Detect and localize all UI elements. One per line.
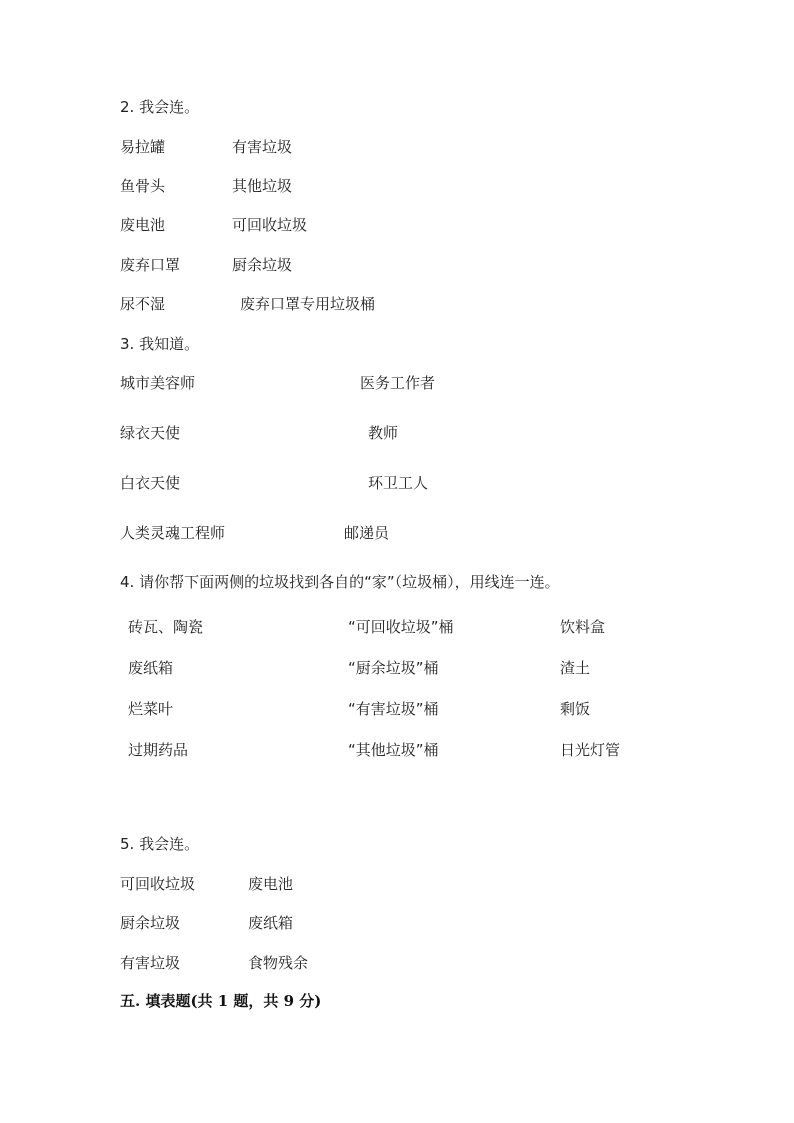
q2-left-item-4: 废弃口罩 bbox=[120, 256, 181, 274]
q3-left-item-3: 白衣天使 bbox=[120, 474, 181, 492]
q4-right-item-4: 日光灯管 bbox=[560, 741, 621, 759]
q4-left-item-2: 废纸箱 bbox=[128, 659, 174, 677]
q3-left-item-2: 绿衣天使 bbox=[120, 424, 181, 442]
q5-left-item-2: 厨余垃圾 bbox=[120, 914, 181, 932]
q5-title: 5. 我会连。 bbox=[120, 835, 200, 853]
q3-right-item-1: 医务工作者 bbox=[360, 374, 436, 392]
q4-title: 4. 请你帮下面两侧的垃圾找到各自的“家”（垃圾桶），用线连一连。 bbox=[120, 573, 560, 591]
q4-right-item-3: 剩饭 bbox=[560, 700, 591, 718]
q3-left-item-4: 人类灵魂工程师 bbox=[120, 524, 226, 542]
q5-left-item-3: 有害垃圾 bbox=[120, 954, 181, 972]
q5-right-item-2: 废纸箱 bbox=[248, 914, 294, 932]
q2-left-item-2: 鱼骨头 bbox=[120, 177, 166, 195]
q2-left-item-1: 易拉罐 bbox=[120, 138, 166, 156]
q2-right-item-4: 厨余垃圾 bbox=[232, 256, 293, 274]
q2-right-item-2: 其他垃圾 bbox=[232, 177, 293, 195]
q4-left-item-3: 烂菜叶 bbox=[128, 700, 174, 718]
q2-right-item-3: 可回收垃圾 bbox=[232, 216, 308, 234]
q4-middle-item-4: “其他垃圾”桶 bbox=[348, 741, 439, 759]
q2-right-item-1: 有害垃圾 bbox=[232, 138, 293, 156]
q5-right-item-3: 食物残余 bbox=[248, 954, 309, 972]
q3-right-item-2: 教师 bbox=[368, 424, 399, 442]
q3-right-item-4: 邮递员 bbox=[344, 524, 390, 542]
q2-left-item-5: 尿不湿 bbox=[120, 295, 166, 313]
q5-right-item-1: 废电池 bbox=[248, 875, 294, 893]
q4-left-item-1: 砖瓦、陶瓷 bbox=[128, 618, 204, 636]
q3-title: 3. 我知道。 bbox=[120, 335, 200, 353]
q3-left-item-1: 城市美容师 bbox=[120, 374, 196, 392]
q2-left-item-3: 废电池 bbox=[120, 216, 166, 234]
q4-middle-item-2: “厨余垃圾”桶 bbox=[348, 659, 439, 677]
q2-right-item-5: 废弃口罩专用垃圾桶 bbox=[240, 295, 376, 313]
q4-right-item-2: 渣土 bbox=[560, 659, 591, 677]
q5-left-item-1: 可回收垃圾 bbox=[120, 875, 196, 893]
q3-right-item-3: 环卫工人 bbox=[368, 474, 429, 492]
section-heading: 五. 填表题(共 1 题，共 9 分) bbox=[120, 992, 322, 1010]
q4-middle-item-1: “可回收垃圾”桶 bbox=[348, 618, 454, 636]
q2-title: 2. 我会连。 bbox=[120, 98, 200, 116]
q4-right-item-1: 饮料盒 bbox=[560, 618, 606, 636]
q4-left-item-4: 过期药品 bbox=[128, 741, 189, 759]
q4-middle-item-3: “有害垃圾”桶 bbox=[348, 700, 439, 718]
